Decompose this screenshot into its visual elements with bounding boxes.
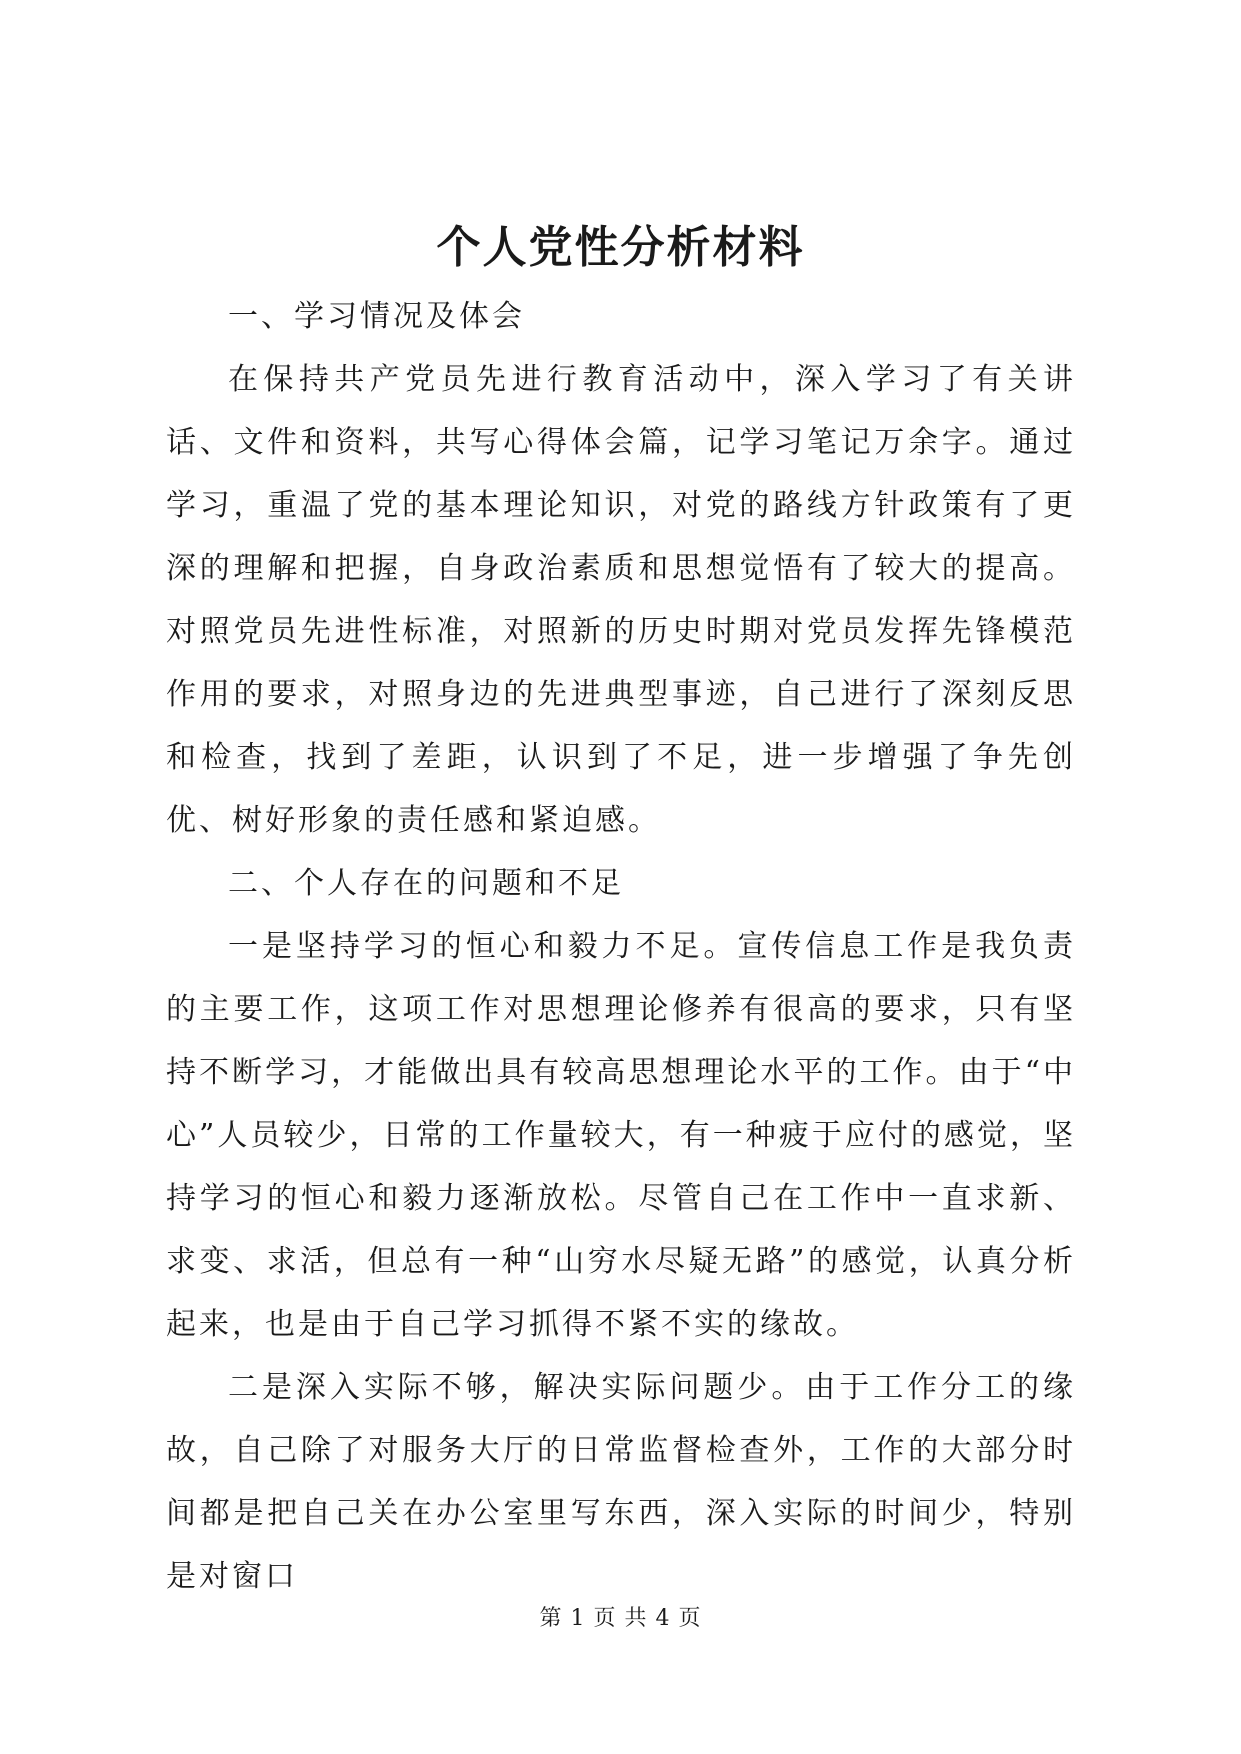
section-heading-problems: 二、个人存在的问题和不足 [228, 866, 624, 901]
document-title: 个人党性分析材料 [436, 222, 805, 273]
section-heading-study: 一、学习情况及体会 [228, 299, 525, 334]
page-number-footer: 第 1 页 共 4 页 [539, 1606, 702, 1631]
paragraph-problem-two: 二是深入实际不够，解决实际问题少。由于工作分工的缘故，自己除了对服务大厅的日常监督检查外，工作的大部分时间都是把自己关在办公室里写东西，深入实际的时间少，特别是对窗口 [166, 1370, 1076, 1594]
paragraph-problem-one: 一是坚持学习的恒心和毅力不足。宣传信息工作是我负责的主要工作，这项工作对思想理论修养有很高的要求，只有坚持不断学习，才能做出具有较高思想理论水平的工作。由于“中心”人员较少，日常的工作量较大，有一种疲于应付的感觉，坚持学习的恒心和毅力逐渐放松。尽管自己在工作中一直求新、求变、求活，但总有一种“山穷水尽疑无路”的感觉，认真分析起来，也是由于自己学习抓得不紧不实的缘故。 [166, 929, 1076, 1342]
paragraph-study-experience: 在保持共产党员先进行教育活动中，深入学习了有关讲话、文件和资料，共写心得体会篇，记学习笔记万余字。通过学习，重温了党的基本理论知识，对党的路线方针政策有了更深的理解和把握，自身政治素质和思想觉悟有了较大的提高。对照党员先进性标准，对照新的历史时期对党员发挥先锋模范作用的要求，对照身边的先进典型事迹，自己进行了深刻反思和检查，找到了差距，认识到了不足，进一步增强了争先创优、树好形象的责任感和紧迫感。 [166, 362, 1076, 838]
document-body [166, 285, 1076, 1608]
